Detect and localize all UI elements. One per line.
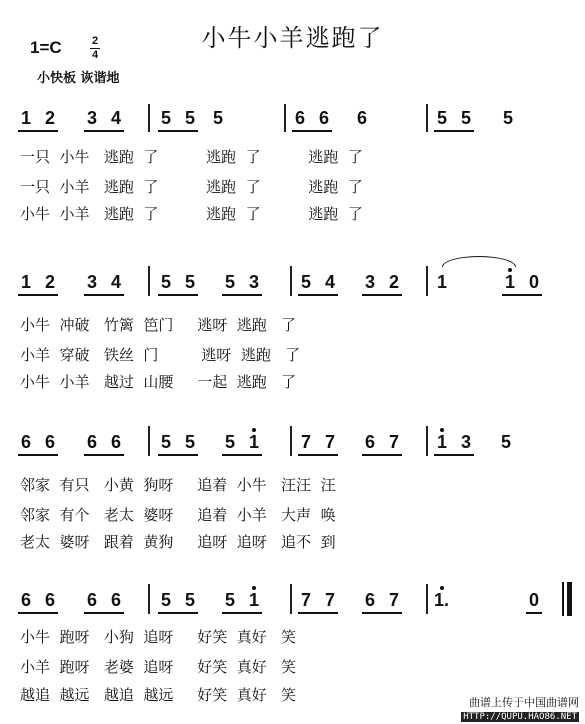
note: 6 [294,108,305,128]
lyric-line-3: 老太 婆呀 跟着 黄狗 追呀 追呀 追不 到 [20,533,336,551]
final-barline-thick [567,582,572,616]
lyric-line-2: 邻家 有个 老太 婆呀 追着 小羊 大声 唤 [20,506,336,524]
note: 3 [460,432,471,452]
note: 6 [356,108,367,128]
note: 6 [86,432,97,452]
note: 5 [224,590,235,610]
note: 4 [324,272,335,292]
lyric-line-1: 一只 小牛 逃跑 了 逃跑 了 逃跑 了 [20,148,363,166]
note: 1. [434,590,450,610]
note: 1 [436,432,447,452]
note: 7 [388,590,399,610]
barline [284,104,286,132]
note: 6 [44,590,55,610]
song-title: 小牛小羊逃跑了 [201,24,384,52]
note: 7 [300,590,311,610]
note: 1 [436,272,447,292]
note: 6 [44,432,55,452]
note: 6 [20,432,31,452]
barline [290,266,292,296]
note: 7 [300,432,311,452]
note: 2 [44,108,55,128]
note: 3 [86,108,97,128]
note: 5 [184,108,195,128]
barline [148,104,150,132]
note: 6 [110,590,121,610]
note: 5 [184,272,195,292]
lyric-line-2: 一只 小羊 逃跑 了 逃跑 了 逃跑 了 [20,178,363,196]
barline [290,584,292,614]
note: 5 [460,108,471,128]
watermark-text: 曲谱上传于中国曲谱网 [469,696,579,709]
lyric-line-3: 小牛 小羊 逃跑 了 逃跑 了 逃跑 了 [20,205,363,223]
barline [426,584,428,614]
note: 5 [160,432,171,452]
lyric-line-1: 小牛 冲破 竹篱 笆门 逃呀 逃跑 了 [20,316,297,334]
note: 5 [436,108,447,128]
lyric-line-1: 小牛 跑呀 小狗 追呀 好笑 真好 笑 [20,628,297,646]
note: 3 [248,272,259,292]
note: 1 [504,272,515,292]
note: 1 [248,590,259,610]
note: 5 [500,432,511,452]
note: 1 [20,108,31,128]
barline [426,426,428,456]
lyric-line-2: 小羊 跑呀 老婆 追呀 好笑 真好 笑 [20,658,297,676]
note: 5 [224,272,235,292]
lyric-line-2: 小羊 穿破 铁丝 门 逃呀 逃跑 了 [20,346,301,364]
note: 5 [160,590,171,610]
note: 7 [388,432,399,452]
time-signature [90,36,100,61]
lyric-line-1: 邻家 有只 小黄 狗呀 追着 小牛 汪汪 汪 [20,476,336,494]
note: 6 [318,108,329,128]
note: 2 [44,272,55,292]
note: 6 [20,590,31,610]
barline [148,426,150,456]
note: 4 [110,108,121,128]
note: 5 [160,108,171,128]
watermark-url: HTTP://QUPU.HAO86.NET [463,712,577,722]
note: 4 [110,272,121,292]
barline [148,584,150,614]
note: 5 [300,272,311,292]
note: 3 [86,272,97,292]
note: 1 [20,272,31,292]
time-sig-top: 2 [91,35,99,47]
note: 5 [502,108,513,128]
note: 0 [528,272,539,292]
note: 3 [364,272,375,292]
note: 5 [224,432,235,452]
lyric-line-3: 越追 越远 越追 越远 好笑 真好 笑 [20,686,297,704]
tempo-marking: 小快板 诙谐地 [37,71,120,86]
note: 5 [184,590,195,610]
key-signature: 1=C [30,38,62,57]
note: 7 [324,590,335,610]
note: 2 [388,272,399,292]
note: 5 [184,432,195,452]
note: 6 [364,590,375,610]
note: 6 [86,590,97,610]
note: 6 [364,432,375,452]
tie-arc [442,256,516,267]
lyric-line-3: 小牛 小羊 越过 山腰 一起 逃跑 了 [20,373,297,391]
note: 0 [528,590,539,610]
note: 5 [160,272,171,292]
time-sig-bottom: 4 [91,49,99,61]
note: 5 [212,108,223,128]
barline [148,266,150,296]
barline [426,104,428,132]
barline [426,266,428,296]
note: 1 [248,432,259,452]
note: 6 [110,432,121,452]
note: 7 [324,432,335,452]
barline [290,426,292,456]
final-barline-thin [562,582,564,616]
